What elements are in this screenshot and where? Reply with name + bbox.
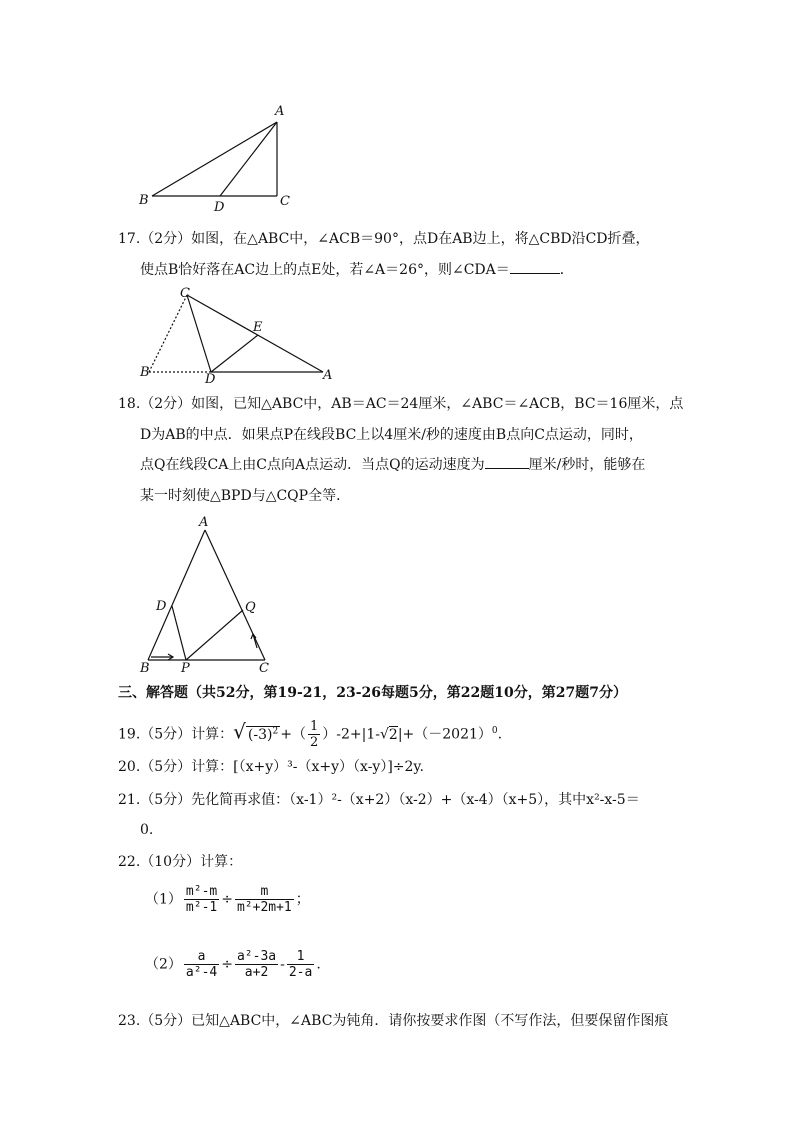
answer-blank — [485, 456, 529, 469]
operator: ÷ — [221, 956, 233, 973]
label-C: C — [280, 194, 290, 209]
exponent: 2 — [272, 726, 279, 736]
label-A: A — [275, 104, 285, 119]
numerator: a²-3a — [236, 949, 277, 964]
q22-heading: 22.（10分）计算： — [118, 854, 243, 870]
operator: ÷ — [221, 891, 233, 908]
numerator: 1 — [287, 949, 314, 965]
q19-prefix: 19.（5分）计算： — [118, 726, 234, 743]
q18-line1: 18.（2分）如图，已知△ABC中，AB＝AC＝24厘米，∠ABC＝∠ACB，BC＝16厘米，点 — [118, 396, 684, 412]
fraction — [287, 949, 314, 980]
q23: 23.（5分）已知△ABC中，∠ABC为钝角．请你按要求作图（不写作法，但要保留作图痕 — [118, 1013, 669, 1029]
sqrt-body: 2 — [388, 726, 398, 743]
exponent: 0 — [491, 726, 498, 736]
sqrt-inner: (-3) — [247, 726, 273, 743]
numerator: 1 — [309, 719, 319, 735]
numerator: a — [184, 949, 219, 965]
q18-text-2: 厘米/秒时，能够在 — [528, 457, 646, 473]
numerator: m — [235, 884, 294, 900]
label-Q: Q — [245, 600, 256, 615]
abs-part: +|1- — [349, 726, 380, 743]
part-label: （2） — [145, 956, 182, 973]
answer-blank — [510, 261, 560, 274]
label-A: A — [323, 368, 333, 383]
q19 — [118, 718, 502, 750]
fraction — [235, 949, 278, 980]
q22-p2-end: . — [316, 956, 321, 973]
figure-q16 — [130, 100, 300, 215]
q18-line2: D为AB的中点．如果点P在线段BC上以4厘米/秒的速度由B点向C点运动，同时， — [140, 427, 643, 443]
q17-end: ． — [559, 262, 574, 278]
label-B: B — [139, 193, 149, 208]
label-P: P — [181, 661, 190, 676]
q17-line1: 17.（2分）如图，在△ABC中，∠ACB＝90°，点D在AB边上，将△CBD沿CD折叠， — [118, 231, 650, 247]
q19-end: . — [497, 726, 503, 743]
section-heading: 三、解答题（共52分，第19-21，23-26每题5分，第22题10分，第27题7分） — [118, 685, 627, 701]
fraction — [184, 949, 219, 980]
q19-tail: |+（－2021） — [397, 726, 492, 743]
q17-text: 使点B恰好落在AC边上的点E处，若∠A＝26°，则∠CDA＝ — [140, 262, 510, 278]
q21-line1: 21.（5分）先化简再求值：（x-1）²-（x+2）（x-2）+（x-4）（x+5），其中x²-x-5＝ — [118, 792, 640, 808]
q19-plus: +（ — [280, 726, 306, 743]
numerator: m²-m — [185, 884, 218, 899]
q21-line2: 0. — [140, 822, 154, 838]
label-C: C — [180, 286, 190, 301]
fraction — [235, 884, 294, 915]
q22-part1 — [145, 884, 310, 915]
denominator: m²-1 — [185, 900, 218, 915]
part-label: （1） — [145, 891, 182, 908]
q18-line4: 某一时刻使△BPD与△CQP全等． — [140, 488, 351, 504]
label-B: B — [140, 365, 150, 380]
sqrt-body — [246, 726, 280, 743]
sqrt-sign: √ — [379, 726, 389, 743]
label-B: B — [140, 661, 150, 676]
label-D: D — [214, 200, 225, 215]
label-D: D — [205, 372, 216, 383]
q22-part2 — [145, 949, 321, 980]
figure-q18 — [135, 512, 280, 677]
label-E: E — [253, 320, 263, 335]
label-C: C — [259, 661, 269, 676]
q22-p1-end: ； — [295, 891, 310, 908]
denominator: 2-a — [288, 965, 313, 980]
denominator: 2 — [309, 735, 319, 751]
q17-line2 — [140, 261, 574, 279]
denominator: m²+2m+1 — [236, 900, 292, 915]
exponent: ）-2 — [322, 726, 350, 743]
denominator: a+2 — [244, 965, 269, 980]
label-A: A — [199, 515, 209, 530]
fraction — [308, 719, 320, 750]
q20: 20.（5分）计算：[（x+y）³-（x+y）（x-y）]÷2y. — [118, 759, 424, 775]
sqrt-sign: √ — [233, 719, 246, 744]
operator: - — [280, 956, 285, 973]
q18-text: 点Q在线段CA上由C点向A点运动．当点Q的运动速度为 — [140, 457, 485, 473]
figure-q17 — [135, 283, 340, 383]
denominator: a²-4 — [185, 965, 218, 980]
fraction — [184, 884, 219, 915]
q18-line3 — [140, 456, 645, 474]
label-D: D — [156, 599, 167, 614]
